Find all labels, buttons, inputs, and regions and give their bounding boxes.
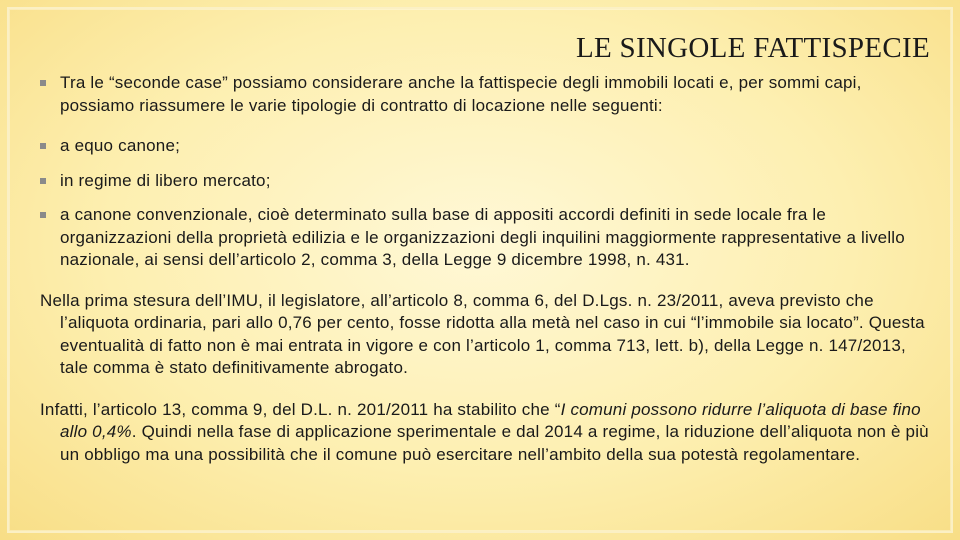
paragraph-imu: Nella prima stesura dell’IMU, il legislatore, all’articolo 8, comma 6, del D.Lgs. n. 23/2011, aveva previsto che l’aliquota ordinaria, pari allo 0,76 per cento, fosse ridotta alla metà nel caso in cui “l’immobile sia locato”. Questa eventualità di fatto non è mai entrata in vigore e con l’articolo 1, comma 713, lett. b), della Legge n. 147/2013, tale comma è stato definitivamente abrogato. (40, 290, 925, 377)
paragraph-aliquota-rest: . Quindi nella fase di applicazione sperimentale e dal 2014 a regime, la riduzione dell’aliquota non è più un obbligo ma una possibilità che il comune può esercitare nell’ambito della sua potestà regolamentare. (60, 422, 929, 464)
slide-title: LE SINGOLE FATTISPECIE (575, 32, 930, 64)
bullet-item (40, 170, 935, 193)
paragraph-aliquota (40, 399, 935, 467)
square-bullet-icon (40, 212, 46, 218)
square-bullet-icon (40, 143, 46, 149)
bullet-item (40, 204, 935, 272)
bullet-item (40, 135, 935, 158)
bullet-text: Tra le “seconde case” possiamo considerare anche la fattispecie degli immobili locati e, per sommi capi, possiamo riassumere le varie tipologie di contratto di locazione nelle seguenti: (60, 73, 862, 115)
bullet-text: a equo canone; (60, 136, 181, 155)
paragraph-aliquota-intro: Infatti, l’articolo 13, comma 9, del D.L. n. 201/2011 ha stabilito che “ (40, 399, 561, 419)
bullet-text: in regime di libero mercato; (60, 170, 271, 190)
square-bullet-icon (40, 80, 46, 86)
paragraph-aliquota-quote: I comuni possono ridurre l’aliquota di base fino allo 0,4% (60, 399, 921, 441)
bullet-text: a canone convenzionale, cioè determinato sulla base di appositi accordi definiti in sede locale fra le organizzazioni della proprietà edilizia e le organizzazioni degli inquilini maggiormente rappresentative a livello nazionale, ai sensi dell’articolo 2, comma 3, della Legge 9 dicembre 1998, n. 431. (60, 205, 905, 269)
square-bullet-icon (40, 178, 46, 184)
slide-content (40, 72, 935, 466)
bullet-item (40, 72, 935, 117)
